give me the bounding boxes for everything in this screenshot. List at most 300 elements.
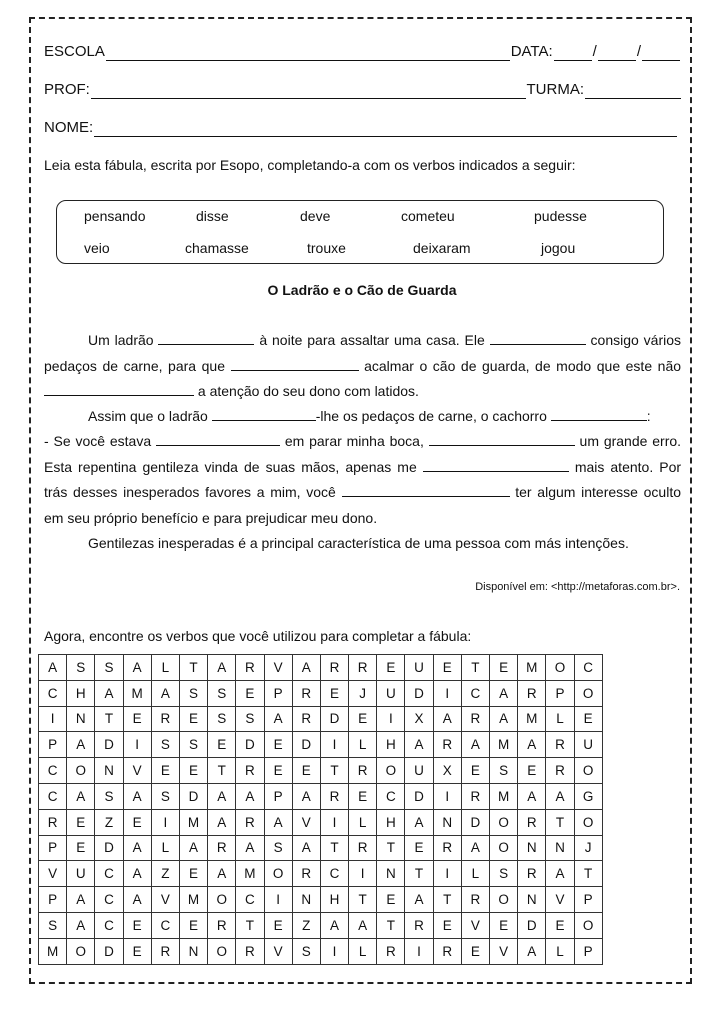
wordsearch-cell[interactable]: N — [67, 706, 95, 732]
name-line — [44, 119, 678, 137]
wordsearch-cell[interactable]: T — [377, 835, 405, 861]
wordsearch-cell[interactable]: C — [236, 887, 264, 913]
wordsearch-cell[interactable]: A — [123, 861, 151, 887]
wordsearch-cell[interactable]: S — [264, 835, 292, 861]
wordsearch-cell[interactable]: L — [461, 861, 489, 887]
wordsearch-cell[interactable]: A — [518, 938, 546, 964]
wordsearch-cell[interactable]: A — [208, 809, 236, 835]
wordsearch-cell[interactable]: R — [320, 783, 348, 809]
wordsearch-cell[interactable]: M — [236, 861, 264, 887]
wordsearch-cell[interactable]: R — [433, 732, 461, 758]
wordsearch-cell[interactable]: M — [39, 938, 67, 964]
wordsearch-cell[interactable]: O — [546, 655, 574, 681]
wordsearch-cell[interactable]: X — [433, 758, 461, 784]
wordsearch-cell[interactable]: S — [179, 732, 207, 758]
wordsearch-cell[interactable]: O — [490, 887, 518, 913]
wordsearch-cell[interactable]: E — [67, 835, 95, 861]
wordsearch-cell[interactable]: V — [292, 809, 320, 835]
fable-paragraph-1 — [44, 328, 681, 405]
wordsearch-grid — [38, 654, 603, 965]
fable-text: - Se você estava — [44, 433, 152, 449]
source-citation: Disponível em: <http://metaforas.com.br>. — [475, 581, 680, 593]
wordsearch-cell[interactable]: A — [546, 861, 574, 887]
wordsearch-cell[interactable]: M — [179, 887, 207, 913]
wordsearch-cell[interactable]: L — [546, 938, 574, 964]
wordsearch-cell[interactable]: E — [179, 758, 207, 784]
wordsearch-row — [39, 861, 603, 887]
wordsearch-cell[interactable]: T — [377, 912, 405, 938]
wordsearch-cell[interactable]: V — [264, 938, 292, 964]
wordsearch-cell[interactable]: L — [151, 655, 179, 681]
wordsearch-row — [39, 835, 603, 861]
wordsearch-cell[interactable]: S — [95, 783, 123, 809]
wordsearch-cell[interactable]: R — [349, 835, 377, 861]
wordsearch-cell[interactable]: E — [349, 783, 377, 809]
wordsearch-cell[interactable]: H — [320, 887, 348, 913]
wordsearch-cell[interactable]: O — [574, 680, 602, 706]
wordsearch-cell[interactable]: I — [433, 861, 461, 887]
wordsearch-cell[interactable]: A — [461, 732, 489, 758]
wordsearch-cell[interactable]: T — [320, 835, 348, 861]
wordsearch-cell[interactable]: A — [461, 835, 489, 861]
wordsearch-cell[interactable]: P — [39, 732, 67, 758]
wordsearch-cell[interactable]: T — [461, 655, 489, 681]
wordsearch-cell[interactable]: T — [546, 809, 574, 835]
wordsearch-cell[interactable]: S — [179, 680, 207, 706]
wordsearch-cell[interactable]: S — [490, 861, 518, 887]
wordsearch-cell[interactable]: A — [292, 655, 320, 681]
wordsearch-cell[interactable]: E — [405, 835, 433, 861]
wordsearch-cell[interactable]: I — [320, 732, 348, 758]
wordsearch-cell[interactable]: I — [433, 680, 461, 706]
date-sep-1: / — [592, 43, 597, 60]
wordsearch-cell[interactable]: R — [461, 887, 489, 913]
wordsearch-cell[interactable]: N — [377, 861, 405, 887]
teacher-line — [44, 81, 681, 99]
wordsearch-cell[interactable]: A — [67, 783, 95, 809]
fable-text: consigo vários pedaços de carne, para que — [44, 332, 682, 374]
wordsearch-cell[interactable]: V — [123, 758, 151, 784]
wordsearch-cell[interactable]: I — [377, 706, 405, 732]
wordsearch-cell[interactable]: S — [39, 912, 67, 938]
name-label: NOME: — [44, 119, 94, 136]
wordsearch-cell[interactable]: A — [433, 706, 461, 732]
blank-field[interactable] — [44, 382, 194, 396]
wordsearch-cell[interactable]: E — [264, 732, 292, 758]
blank-field[interactable] — [551, 407, 647, 421]
wordsearch-cell[interactable]: E — [433, 655, 461, 681]
wordsearch-cell[interactable]: L — [546, 706, 574, 732]
teacher-field[interactable] — [91, 84, 526, 99]
verb-item: deixaram — [413, 240, 471, 256]
wordsearch-cell[interactable]: I — [405, 938, 433, 964]
wordsearch-cell[interactable]: R — [433, 835, 461, 861]
wordsearch-cell[interactable]: P — [264, 783, 292, 809]
date-year-field[interactable] — [642, 46, 680, 61]
wordsearch-cell[interactable]: E — [320, 680, 348, 706]
wordsearch-cell[interactable]: H — [377, 732, 405, 758]
wordsearch-row — [39, 783, 603, 809]
wordsearch-cell[interactable]: P — [39, 835, 67, 861]
name-field[interactable] — [94, 122, 677, 137]
wordsearch-cell[interactable]: S — [95, 655, 123, 681]
wordsearch-cell[interactable]: V — [39, 861, 67, 887]
wordsearch-cell[interactable]: L — [349, 809, 377, 835]
wordsearch-cell[interactable]: E — [264, 912, 292, 938]
date-month-field[interactable] — [598, 46, 636, 61]
wordsearch-cell[interactable]: I — [123, 732, 151, 758]
wordsearch-cell[interactable]: E — [574, 706, 602, 732]
wordsearch-cell[interactable]: M — [490, 783, 518, 809]
wordsearch-cell[interactable]: T — [433, 887, 461, 913]
wordsearch-cell[interactable]: A — [39, 655, 67, 681]
wordsearch-cell[interactable]: P — [574, 887, 602, 913]
wordsearch-cell[interactable]: I — [264, 887, 292, 913]
wordsearch-cell[interactable]: N — [518, 887, 546, 913]
wordsearch-cell[interactable]: A — [264, 809, 292, 835]
wordsearch-cell[interactable]: E — [518, 758, 546, 784]
school-line — [44, 43, 681, 61]
wordsearch-cell[interactable]: L — [349, 938, 377, 964]
wordsearch-cell[interactable]: R — [236, 655, 264, 681]
blank-field[interactable] — [429, 432, 575, 446]
wordsearch-cell[interactable]: S — [208, 706, 236, 732]
wordsearch-cell[interactable]: E — [123, 912, 151, 938]
wordsearch-cell[interactable]: Z — [151, 861, 179, 887]
instruction: Leia esta fábula, escrita por Esopo, completando-a com os verbos indicados a seguir: — [44, 157, 576, 173]
verb-item: pudesse — [534, 208, 587, 224]
wordsearch-cell[interactable]: E — [208, 732, 236, 758]
wordsearch-cell[interactable]: V — [461, 912, 489, 938]
wordsearch-cell[interactable]: I — [349, 861, 377, 887]
wordsearch-cell[interactable]: A — [208, 783, 236, 809]
wordsearch-cell[interactable]: D — [236, 732, 264, 758]
fable-text: em parar minha boca, — [284, 433, 424, 449]
wordsearch-cell[interactable]: C — [39, 758, 67, 784]
wordsearch-cell[interactable]: S — [208, 680, 236, 706]
wordsearch-cell[interactable]: E — [179, 706, 207, 732]
wordsearch-cell[interactable]: T — [95, 706, 123, 732]
wordsearch-row — [39, 706, 603, 732]
wordsearch-cell[interactable]: A — [67, 732, 95, 758]
wordsearch-row — [39, 758, 603, 784]
verb-item: chamasse — [185, 240, 249, 256]
fable-text: ter algum interesse oculto em seu próprio benefício e para prejudicar meu dono. — [44, 484, 682, 526]
wordsearch-cell[interactable]: A — [95, 680, 123, 706]
wordsearch-cell[interactable]: N — [433, 809, 461, 835]
wordsearch-cell[interactable]: R — [546, 732, 574, 758]
wordsearch-cell[interactable]: E — [264, 758, 292, 784]
wordsearch-cell[interactable]: E — [123, 809, 151, 835]
fable-text: Um ladrão — [88, 332, 154, 348]
wordsearch-cell[interactable]: A — [292, 783, 320, 809]
wordsearch-cell[interactable]: T — [179, 655, 207, 681]
wordsearch-cell[interactable]: N — [546, 835, 574, 861]
wordsearch-cell[interactable]: O — [67, 938, 95, 964]
wordsearch-row — [39, 680, 603, 706]
wordsearch-cell[interactable]: R — [39, 809, 67, 835]
blank-field[interactable] — [156, 432, 280, 446]
wordsearch-cell[interactable]: R — [236, 809, 264, 835]
fable-paragraph-2 — [44, 404, 681, 430]
wordsearch-cell[interactable]: U — [405, 758, 433, 784]
wordsearch-cell[interactable]: R — [518, 680, 546, 706]
wordsearch-row — [39, 809, 603, 835]
wordsearch-cell[interactable]: I — [433, 783, 461, 809]
wordsearch-cell[interactable]: R — [377, 938, 405, 964]
wordsearch-cell[interactable]: E — [179, 912, 207, 938]
wordsearch-cell[interactable]: A — [236, 835, 264, 861]
wordsearch-cell[interactable]: U — [405, 655, 433, 681]
wordsearch-cell[interactable]: C — [320, 861, 348, 887]
wordsearch-cell[interactable]: E — [123, 706, 151, 732]
wordsearch-cell[interactable]: E — [179, 861, 207, 887]
wordsearch-cell[interactable]: C — [95, 887, 123, 913]
wordsearch-cell[interactable]: J — [574, 835, 602, 861]
wordsearch-cell[interactable]: E — [377, 655, 405, 681]
wordsearch-cell[interactable]: D — [518, 912, 546, 938]
wordsearch-cell[interactable]: A — [490, 680, 518, 706]
wordsearch-cell[interactable]: C — [95, 912, 123, 938]
wordsearch-cell[interactable]: M — [179, 809, 207, 835]
wordsearch-cell[interactable]: O — [67, 758, 95, 784]
wordsearch-cell[interactable]: A — [123, 887, 151, 913]
wordsearch-cell[interactable]: A — [405, 809, 433, 835]
blank-field[interactable] — [231, 357, 359, 371]
wordsearch-cell[interactable]: C — [95, 861, 123, 887]
wordsearch-cell[interactable]: D — [292, 732, 320, 758]
wordsearch-row — [39, 732, 603, 758]
wordsearch-cell[interactable]: C — [461, 680, 489, 706]
wordsearch-cell[interactable]: P — [39, 887, 67, 913]
wordsearch-cell[interactable]: N — [518, 835, 546, 861]
wordsearch-cell[interactable]: Z — [95, 809, 123, 835]
wordsearch-cell[interactable]: R — [292, 706, 320, 732]
wordsearch-cell[interactable]: A — [151, 680, 179, 706]
wordsearch-cell[interactable]: O — [574, 758, 602, 784]
wordsearch-cell[interactable]: P — [264, 680, 292, 706]
wordsearch-cell[interactable]: S — [292, 938, 320, 964]
fable-text: acalmar o cão de guarda, de modo que este não — [364, 357, 682, 374]
wordsearch-cell[interactable]: A — [67, 912, 95, 938]
wordsearch-cell[interactable]: O — [574, 912, 602, 938]
wordsearch-cell[interactable]: A — [490, 706, 518, 732]
wordsearch-cell[interactable]: M — [518, 706, 546, 732]
wordsearch-cell[interactable]: A — [123, 655, 151, 681]
wordsearch-cell[interactable]: T — [320, 758, 348, 784]
wordsearch-cell[interactable]: G — [574, 783, 602, 809]
verb-item: cometeu — [401, 208, 455, 224]
wordsearch-cell[interactable]: D — [320, 706, 348, 732]
wordsearch-row — [39, 655, 603, 681]
wordsearch-cell[interactable]: A — [67, 887, 95, 913]
wordsearch-cell[interactable]: D — [95, 938, 123, 964]
wordsearch-cell[interactable]: E — [433, 912, 461, 938]
wordsearch-cell[interactable]: O — [264, 861, 292, 887]
wordsearch-cell[interactable]: U — [574, 732, 602, 758]
date-day-field[interactable] — [554, 46, 592, 61]
wordsearch-cell[interactable]: A — [208, 655, 236, 681]
wordsearch-cell[interactable]: A — [208, 861, 236, 887]
wordsearch-cell[interactable]: S — [490, 758, 518, 784]
wordsearch-cell[interactable]: N — [179, 938, 207, 964]
wordsearch-cell[interactable]: R — [405, 912, 433, 938]
wordsearch-cell[interactable]: O — [377, 758, 405, 784]
wordsearch-cell[interactable]: A — [405, 887, 433, 913]
verb-item: deve — [300, 208, 331, 224]
wordsearch-instruction: Agora, encontre os verbos que você utilizou para completar a fábula: — [44, 628, 472, 644]
wordsearch-cell[interactable]: D — [461, 809, 489, 835]
wordsearch-cell[interactable]: C — [39, 680, 67, 706]
wordsearch-cell[interactable]: U — [377, 680, 405, 706]
blank-field[interactable] — [212, 407, 316, 421]
wordsearch-cell[interactable]: C — [377, 783, 405, 809]
wordsearch-cell[interactable]: R — [546, 758, 574, 784]
wordsearch-cell[interactable]: O — [490, 809, 518, 835]
verb-item: trouxe — [307, 240, 346, 256]
wordsearch-cell[interactable]: A — [518, 732, 546, 758]
fable-text: mais atento. Por trás desses inesperados favores a mim, você — [44, 458, 682, 500]
wordsearch-cell[interactable]: N — [95, 758, 123, 784]
wordsearch-cell[interactable]: I — [320, 938, 348, 964]
wordsearch-cell[interactable]: E — [461, 758, 489, 784]
wordsearch-cell[interactable]: R — [461, 706, 489, 732]
school-field[interactable] — [106, 46, 510, 61]
wordsearch-cell[interactable]: R — [292, 861, 320, 887]
wordsearch-cell[interactable]: A — [518, 783, 546, 809]
fable-title: O Ladrão e o Cão de Guarda — [267, 282, 457, 298]
wordsearch-cell[interactable]: R — [518, 861, 546, 887]
wordsearch-cell[interactable]: M — [123, 680, 151, 706]
wordsearch-cell[interactable]: D — [405, 680, 433, 706]
wordsearch-cell[interactable]: D — [405, 783, 433, 809]
wordsearch-cell[interactable]: P — [546, 680, 574, 706]
wordsearch-cell[interactable]: P — [574, 938, 602, 964]
fable-moral — [44, 531, 681, 557]
wordsearch-cell[interactable]: S — [67, 655, 95, 681]
wordsearch-cell[interactable]: A — [123, 835, 151, 861]
wordsearch-cell[interactable]: A — [320, 912, 348, 938]
wordsearch-cell[interactable]: U — [67, 861, 95, 887]
wordsearch-cell[interactable]: M — [490, 732, 518, 758]
wordsearch-cell[interactable]: C — [574, 655, 602, 681]
wordsearch-cell[interactable]: O — [208, 887, 236, 913]
wordsearch-cell[interactable]: R — [236, 938, 264, 964]
wordsearch-cell[interactable]: E — [490, 655, 518, 681]
wordsearch-cell[interactable]: C — [39, 783, 67, 809]
blank-field[interactable] — [158, 331, 254, 345]
wordsearch-cell[interactable]: A — [264, 706, 292, 732]
wordsearch-cell[interactable]: N — [292, 887, 320, 913]
wordsearch-cell[interactable]: R — [518, 809, 546, 835]
verb-item: pensando — [84, 208, 146, 224]
wordsearch-cell[interactable]: A — [123, 783, 151, 809]
wordsearch-cell[interactable]: R — [151, 706, 179, 732]
wordsearch-cell[interactable]: S — [151, 732, 179, 758]
wordsearch-cell[interactable]: H — [377, 809, 405, 835]
blank-field[interactable] — [423, 458, 569, 472]
blank-field[interactable] — [490, 331, 586, 345]
class-field[interactable] — [585, 84, 681, 99]
wordsearch-cell[interactable]: I — [39, 706, 67, 732]
wordsearch-cell[interactable]: A — [179, 835, 207, 861]
wordsearch-cell[interactable]: V — [490, 938, 518, 964]
wordsearch-cell[interactable]: E — [236, 680, 264, 706]
wordsearch-cell[interactable]: R — [151, 938, 179, 964]
wordsearch-cell[interactable]: O — [208, 938, 236, 964]
wordsearch-cell[interactable]: T — [236, 912, 264, 938]
wordsearch-cell[interactable]: M — [518, 655, 546, 681]
wordsearch-cell[interactable]: D — [95, 732, 123, 758]
wordsearch-cell[interactable]: T — [405, 861, 433, 887]
wordsearch-cell[interactable]: R — [208, 835, 236, 861]
wordsearch-cell[interactable]: A — [349, 912, 377, 938]
wordsearch-cell[interactable]: E — [490, 912, 518, 938]
wordsearch-cell[interactable]: R — [320, 655, 348, 681]
wordsearch-cell[interactable]: R — [349, 758, 377, 784]
wordsearch-cell[interactable]: V — [546, 887, 574, 913]
wordsearch-cell[interactable]: I — [320, 809, 348, 835]
wordsearch-cell[interactable]: T — [349, 887, 377, 913]
wordsearch-cell[interactable]: E — [377, 887, 405, 913]
wordsearch-cell[interactable]: E — [151, 758, 179, 784]
wordsearch-cell[interactable]: H — [67, 680, 95, 706]
wordsearch-cell[interactable]: E — [292, 758, 320, 784]
wordsearch-cell[interactable]: L — [151, 835, 179, 861]
wordsearch-cell[interactable]: A — [546, 783, 574, 809]
wordsearch-cell[interactable]: E — [67, 809, 95, 835]
fable-text: : — [646, 408, 651, 424]
wordsearch-cell[interactable]: S — [236, 706, 264, 732]
wordsearch-cell[interactable]: R — [349, 655, 377, 681]
wordsearch-cell[interactable]: R — [433, 938, 461, 964]
wordsearch-cell[interactable]: O — [574, 809, 602, 835]
wordsearch-cell[interactable]: E — [546, 912, 574, 938]
wordsearch-cell[interactable]: R — [292, 680, 320, 706]
wordsearch-cell[interactable]: E — [123, 938, 151, 964]
wordsearch-cell[interactable]: Z — [292, 912, 320, 938]
class-label: TURMA: — [526, 81, 584, 98]
wordsearch-cell[interactable]: L — [349, 732, 377, 758]
wordsearch-cell[interactable]: V — [151, 887, 179, 913]
wordsearch-cell[interactable]: E — [461, 938, 489, 964]
teacher-label: PROF: — [44, 81, 90, 98]
wordsearch-cell[interactable]: T — [208, 758, 236, 784]
wordsearch-cell[interactable]: R — [208, 912, 236, 938]
school-label: ESCOLA — [44, 43, 105, 60]
fable-text: Assim que o ladrão — [88, 408, 208, 424]
wordsearch-cell[interactable]: D — [179, 783, 207, 809]
wordsearch-cell[interactable]: A — [292, 835, 320, 861]
wordsearch-cell[interactable]: X — [405, 706, 433, 732]
verb-item: jogou — [541, 240, 576, 256]
wordsearch-cell[interactable]: A — [236, 783, 264, 809]
wordsearch-cell[interactable]: J — [349, 680, 377, 706]
fable-moral-text: Gentilezas inesperadas é a principal característica de uma pessoa com más intenções. — [88, 535, 629, 551]
blank-field[interactable] — [342, 483, 510, 497]
wordsearch-cell[interactable]: E — [349, 706, 377, 732]
wordsearch-cell[interactable]: I — [151, 809, 179, 835]
wordsearch-cell[interactable]: T — [574, 861, 602, 887]
wordsearch-cell[interactable]: A — [405, 732, 433, 758]
wordsearch-cell[interactable]: R — [236, 758, 264, 784]
wordsearch-cell[interactable]: O — [490, 835, 518, 861]
wordsearch-cell[interactable]: D — [95, 835, 123, 861]
wordsearch-cell[interactable]: R — [461, 783, 489, 809]
wordsearch-cell[interactable]: C — [151, 912, 179, 938]
wordsearch-cell[interactable]: S — [151, 783, 179, 809]
wordsearch-cell[interactable]: V — [264, 655, 292, 681]
